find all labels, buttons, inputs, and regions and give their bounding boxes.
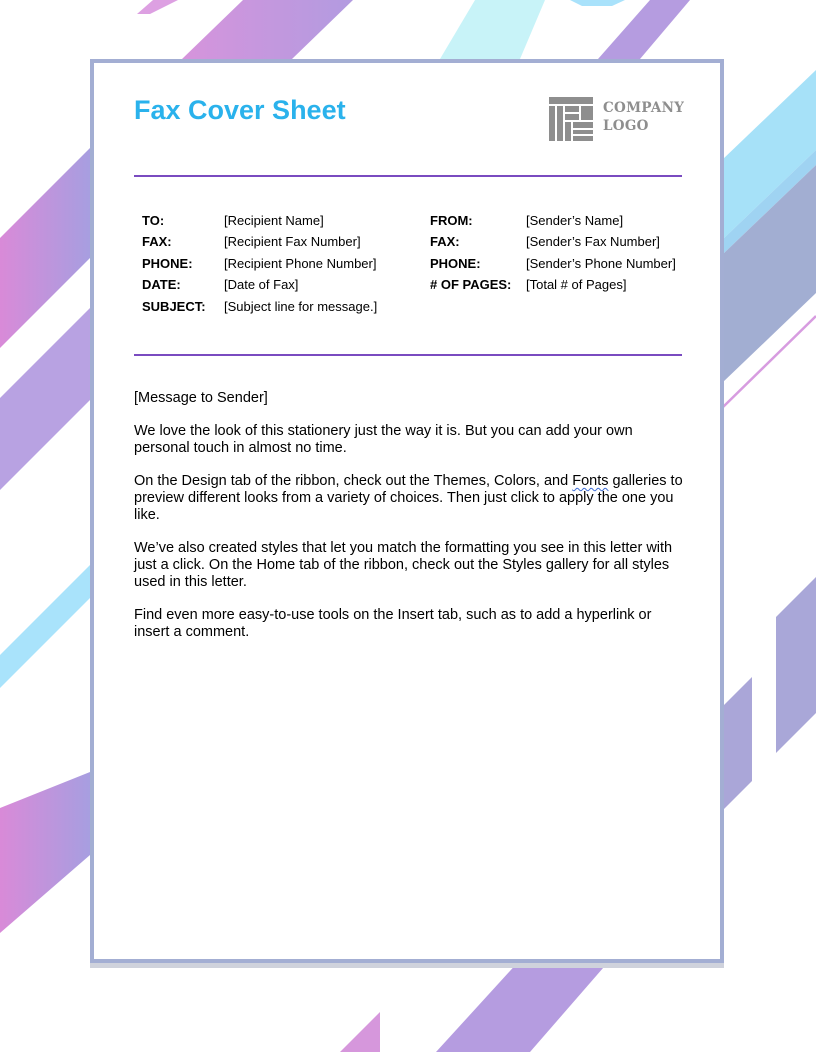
message-paragraph-2-end: galleries to preview different looks from a variety of choices. Then just click to apply the one you like. (134, 473, 683, 523)
subject-label: SUBJECT: (142, 299, 206, 314)
message-paragraph-1: We love the look of this stationery just the way it is. But you can add your own personal touch in almost no time. (134, 423, 633, 456)
sender-phone: [Sender’s Phone Number] (526, 256, 676, 271)
message-paragraph-2 (134, 473, 684, 524)
document-title: Fax Cover Sheet (134, 95, 346, 125)
top-divider (134, 175, 682, 177)
from-phone-label: PHONE: (430, 256, 481, 271)
stripe-left-pink (0, 148, 90, 348)
logo-line-1: COMPANY (603, 100, 685, 116)
stripe-bottom-pink (340, 1012, 380, 1052)
stripe-left-purple (0, 308, 90, 490)
stripe-top-purple (182, 0, 353, 59)
to-fax-label: FAX: (142, 234, 172, 249)
sender-name: [Sender’s Name] (526, 213, 624, 228)
company-logo-icon (549, 97, 593, 141)
stripe-right-lavender (722, 677, 752, 811)
stripe-bottom-purple (436, 960, 610, 1052)
spellcheck-flagged-word: Fonts (572, 473, 609, 489)
company-logo (549, 97, 684, 141)
fax-date: [Date of Fax] (224, 277, 299, 292)
recipient-name: [Recipient Name] (224, 213, 324, 228)
subject-line: [Subject line for message.] (224, 299, 378, 314)
message-paragraph-3: We’ve also created styles that let you match the formatting you see in this letter with just a click. On the Home tab of the ribbon, check out the Styles gallery for all styles used in this letter. (134, 540, 673, 590)
sender-fax: [Sender’s Fax Number] (526, 234, 660, 249)
company-logo-text (603, 100, 684, 135)
date-label: DATE: (142, 277, 181, 292)
message-body (134, 390, 684, 657)
stripe-left-blue (0, 565, 90, 688)
message-greeting: [Message to Sender] (134, 390, 268, 406)
stripe-top-cyan (440, 0, 545, 59)
stripe-top-right-purple (598, 0, 690, 59)
stripe-left-bottom-pink (0, 772, 90, 933)
logo-line-2: LOGO (603, 117, 649, 134)
bottom-divider (134, 354, 682, 356)
fax-cover-page (90, 59, 724, 963)
recipient-phone: [Recipient Phone Number] (224, 256, 377, 271)
message-paragraph-4: Find even more easy-to-use tools on the Insert tab, such as to add a hyperlink or insert a comment. (134, 607, 652, 640)
recipient-fax: [Recipient Fax Number] (224, 234, 361, 249)
from-label: FROM: (430, 213, 473, 228)
total-pages: [Total # of Pages] (526, 277, 627, 292)
message-paragraph-2-start: On the Design tab of the ribbon, check out the Themes, Colors, and (134, 473, 573, 489)
pages-label: # OF PAGES: (430, 277, 512, 292)
stripe-top-blue (570, 0, 625, 6)
stripe-top-pink (137, 0, 178, 14)
stripe-right-lavender-2 (776, 577, 816, 753)
to-phone-label: PHONE: (142, 256, 193, 271)
to-label: TO: (142, 213, 165, 228)
from-fax-label: FAX: (430, 234, 460, 249)
